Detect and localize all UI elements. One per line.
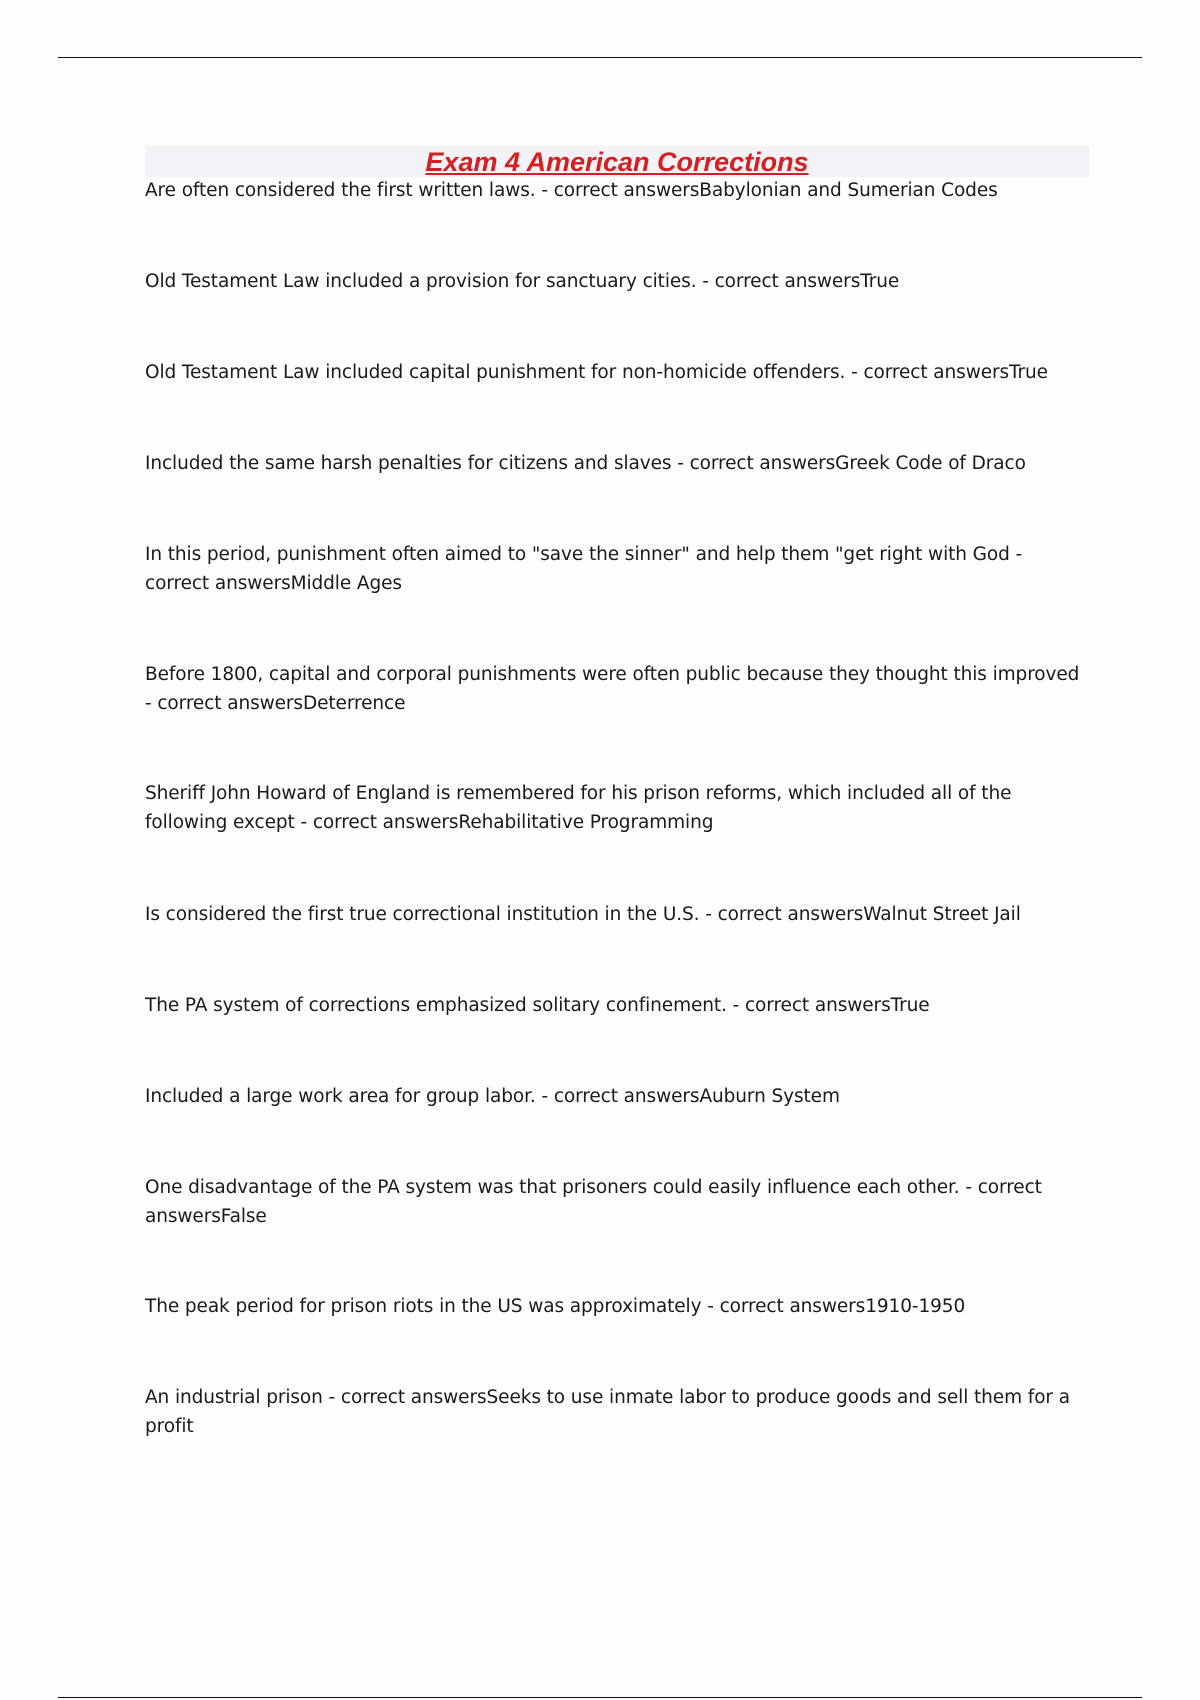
qa-item-1: Are often considered the first written laws. - correct answersBabylonian and Sumerian Codes xyxy=(145,180,998,201)
qa-item-12: The peak period for prison riots in the US was approximately - correct answers1910-1950 xyxy=(145,1296,966,1317)
qa-item-7: Sheriff John Howard of England is remembered for his prison reforms, which included all of the following except - correct answersRehabilitative Programming xyxy=(145,783,1012,833)
document-title: Exam 4 American Corrections xyxy=(425,147,809,177)
qa-item-9: The PA system of corrections emphasized solitary confinement. - correct answersTrue xyxy=(145,995,930,1016)
qa-item-4: Included the same harsh penalties for citizens and slaves - correct answersGreek Code of Draco xyxy=(145,453,1026,474)
qa-item-8: Is considered the first true correctional institution in the U.S. - correct answersWalnut Street Jail xyxy=(145,904,1021,925)
qa-item-13: An industrial prison - correct answersSeeks to use inmate labor to produce goods and sell them for a profit xyxy=(145,1387,1070,1437)
qa-item-2: Old Testament Law included a provision for sanctuary cities. - correct answersTrue xyxy=(145,271,900,292)
bottom-page-rule xyxy=(58,1697,1142,1698)
qa-item-11: One disadvantage of the PA system was that prisoners could easily influence each other. - correct answersFalse xyxy=(145,1177,1042,1227)
qa-item-5: In this period, punishment often aimed to "save the sinner" and help them "get right with God - correct answersMiddle Ages xyxy=(145,544,1023,594)
qa-item-10: Included a large work area for group labor. - correct answersAuburn System xyxy=(145,1086,840,1107)
qa-item-3: Old Testament Law included capital punishment for non-homicide offenders. - correct answersTrue xyxy=(145,362,1048,383)
top-page-rule xyxy=(58,57,1142,58)
qa-item-6: Before 1800, capital and corporal punishments were often public because they thought this improved - correct answersDeterrence xyxy=(145,664,1080,714)
